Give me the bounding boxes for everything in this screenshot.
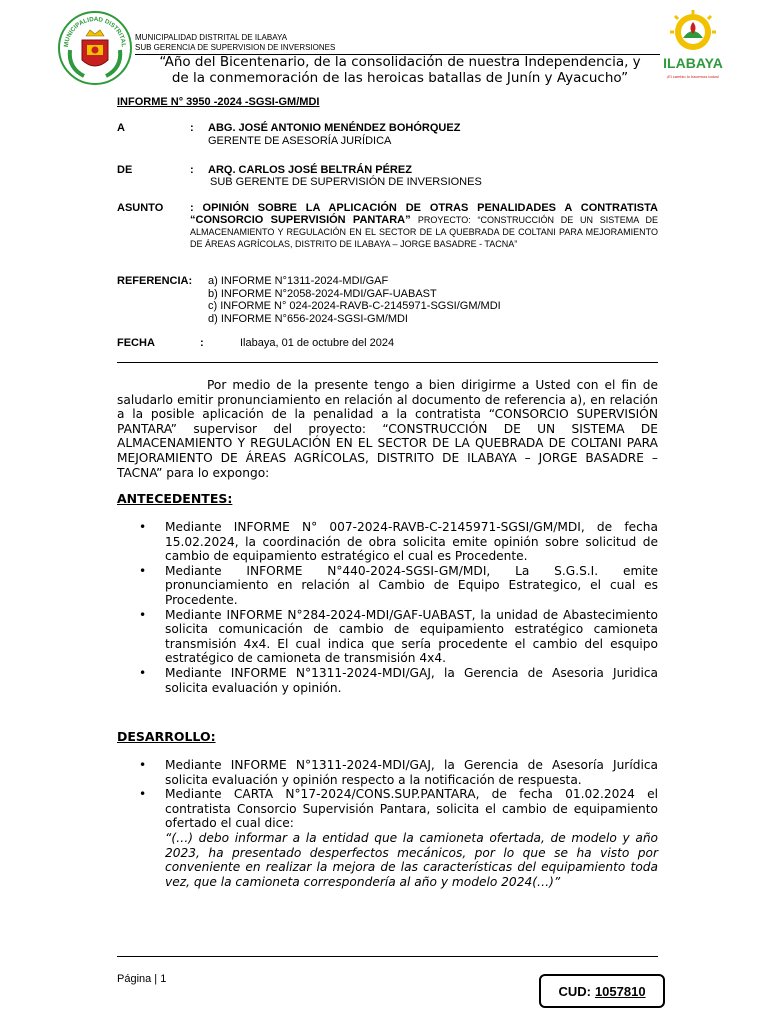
header-separator xyxy=(117,362,658,363)
list-item xyxy=(139,758,658,787)
fecha-label: FECHA xyxy=(117,337,155,349)
a-colon: : xyxy=(190,122,194,134)
list-item-text: Mediante INFORME N°1311-2024-MDI/GAJ, la Gerencia de Asesoria Juridica solicita evaluación y opinión. xyxy=(165,665,658,695)
bullet-icon: • xyxy=(139,758,147,772)
cud-label: CUD: xyxy=(558,983,591,999)
asunto-subject: OPINIÓN SOBRE LA APLICACIÓN DE OTRAS PENALIDADES A CONTRATISTA “CONSORCIO SUPERVISIÓN PANTARA” xyxy=(190,202,658,226)
bullet-icon: • xyxy=(139,520,147,534)
desarrollo-list xyxy=(117,758,658,889)
de-label: DE xyxy=(117,164,133,176)
list-item xyxy=(139,787,658,889)
list-item-text: Mediante CARTA N°17-2024/CONS.SUP.PANTARA, de fecha 01.02.2024 el contratista Consorcio Supervisión Pantara, solicita el cambio de equipamiento ofertado el cual dice: xyxy=(165,787,658,831)
letterhead xyxy=(135,33,335,53)
de-colon: : xyxy=(190,164,194,176)
list-item-text: Mediante INFORME N° 007-2024-RAVB-C-2145971-SGSI/GM/MDI, de fecha 15.02.2024, la coordinación de obra solicita emite opinión sobre solicitud de cambio de equipamiento estratégico el cual es Procedente. xyxy=(165,520,658,564)
bullet-icon: • xyxy=(139,787,147,802)
intro-paragraph: Por medio de la presente tengo a bien dirigirme a Usted con el fin de saludarlo emitir pronunciamiento en relación al documento de referencia a), en relación a la posible aplicación de la penalidad a la contratista “CONSORCIO SUPERVISIÓN PANTARA” supervisor del proyecto: “CONSTRUCCIÓN DE UN SISTEMA DE ALMACENAMIENTO Y REGULACIÓN EN EL SECTOR DE LA QUEBRADA DE COLTANI PARA MEJORAMIENTO DE ÁREAS AGRÍCOLAS, DISTRITO DE ILABAYA – JORGE BASADRE – TACNA” para lo expongo: xyxy=(117,378,658,480)
list-item xyxy=(139,563,658,608)
bullet-icon: • xyxy=(139,607,147,622)
de-name: ARQ. CARLOS JOSÉ BELTRÁN PÉREZ xyxy=(208,164,412,176)
list-item-text: Mediante INFORME N°440-2024-SGSI-GM/MDI, La S.G.S.I. emite pronunciamiento en relación al Cambio de Equipo Estrategico, el cual es Procedente. xyxy=(165,563,658,607)
referencia-label: REFERENCIA: xyxy=(117,275,193,287)
de-role: SUB GERENTE DE SUPERVISIÓN DE INVERSIONES xyxy=(210,176,482,188)
svg-text:¡El cambio lo hacemos todos!: ¡El cambio lo hacemos todos! xyxy=(666,74,720,79)
year-motto xyxy=(140,54,660,86)
asunto-label: ASUNTO xyxy=(117,202,164,214)
page-number: Página | 1 xyxy=(117,973,167,985)
antecedentes-list xyxy=(117,520,658,695)
bullet-icon: • xyxy=(139,563,147,578)
motto-line-1: “Año del Bicentenario, de la consolidación de nuestra Independencia, y xyxy=(159,54,641,70)
list-item xyxy=(139,520,658,564)
reference-item: a) INFORME N°1311-2024-MDI/GAF xyxy=(208,275,389,287)
antecedentes-heading: ANTECEDENTES: xyxy=(117,491,233,506)
cud-number: 1057810 xyxy=(594,983,646,999)
reference-item: d) INFORME N°656-2024-SGSI-GM/MDI xyxy=(208,312,408,325)
informe-title: INFORME N° 3950 -2024 -SGSI-GM/MDI xyxy=(117,96,320,108)
quoted-text: “(…) debo informar a la entidad que la camioneta ofertada, de modelo y año 2023, ha presentado desperfectos mecánicos, por lo que se ha visto por conveniente en realizar la mejora de las características del equipamiento toda vez, que la camioneta correspondería al año y modelo 2024(…)” xyxy=(165,830,658,889)
subgerencia-name: SUB GERENCIA DE SUPERVISION DE INVERSIONES xyxy=(135,43,336,52)
reference-list xyxy=(208,275,501,325)
desarrollo-heading: DESARROLLO: xyxy=(117,729,216,744)
svg-text:MUNICIPALIDAD DISTRITAL: MUNICIPALIDAD DISTRITAL xyxy=(62,15,128,48)
asunto-colon: : xyxy=(190,202,194,214)
list-item xyxy=(139,607,658,666)
municipality-name: MUNICIPALIDAD DISTRITAL DE ILABAYA xyxy=(135,33,288,42)
list-item-text: Mediante INFORME N°1311-2024-MDI/GAJ, la Gerencia de Asesoría Jurídica solicita evaluación y opinión respecto a la notificación de respuesta. xyxy=(165,758,658,787)
asunto-project: PROYECTO: “CONSTRUCCIÓN DE UN SISTEMA DE ALMACENAMIENTO Y REGULACIÓN EN EL SECTOR DE LA QUEBRADA DE COLTANI PARA MEJORAMIENTO DE ÁREAS AGRÍCOLAS, DISTRITO DE ILABAYA – JORGE BASADRE - TACNA” xyxy=(190,215,658,249)
list-item xyxy=(139,665,658,695)
reference-item: b) INFORME N°2058-2024-MDI/GAF-UABAST xyxy=(208,287,437,300)
a-role: GERENTE DE ASESORÍA JURÍDICA xyxy=(208,135,392,147)
a-name: ABG. JOSÉ ANTONIO MENÉNDEZ BOHÓRQUEZ xyxy=(208,122,461,134)
fecha-value: Ilabaya, 01 de octubre del 2024 xyxy=(240,337,395,349)
municipality-seal-logo xyxy=(58,10,132,86)
a-label: A xyxy=(117,122,125,134)
asunto-text xyxy=(190,202,658,250)
fecha-colon: : xyxy=(200,337,204,349)
list-item-text: Mediante INFORME N°284-2024-MDI/GAF-UABAST, la unidad de Abastecimiento solicita comunicación de cambio de equipamiento estratégico camioneta transmisión 4x4. El cual indica que sería procedente el cambio del esquipo estratégico de camioneta de transmisión 4x4. xyxy=(165,607,658,666)
reference-item: c) INFORME N° 024-2024-RAVB-C-2145971-SGSI/GM/MDI xyxy=(208,300,501,312)
cud-box xyxy=(539,974,665,1008)
bullet-icon: • xyxy=(139,665,147,680)
footer-divider xyxy=(117,956,658,957)
svg-text:ILABAYA: ILABAYA xyxy=(663,55,723,71)
motto-line-2: de la conmemoración de las heroicas batallas de Junín y Ayacucho” xyxy=(171,70,629,86)
ilabaya-logo xyxy=(662,10,724,86)
